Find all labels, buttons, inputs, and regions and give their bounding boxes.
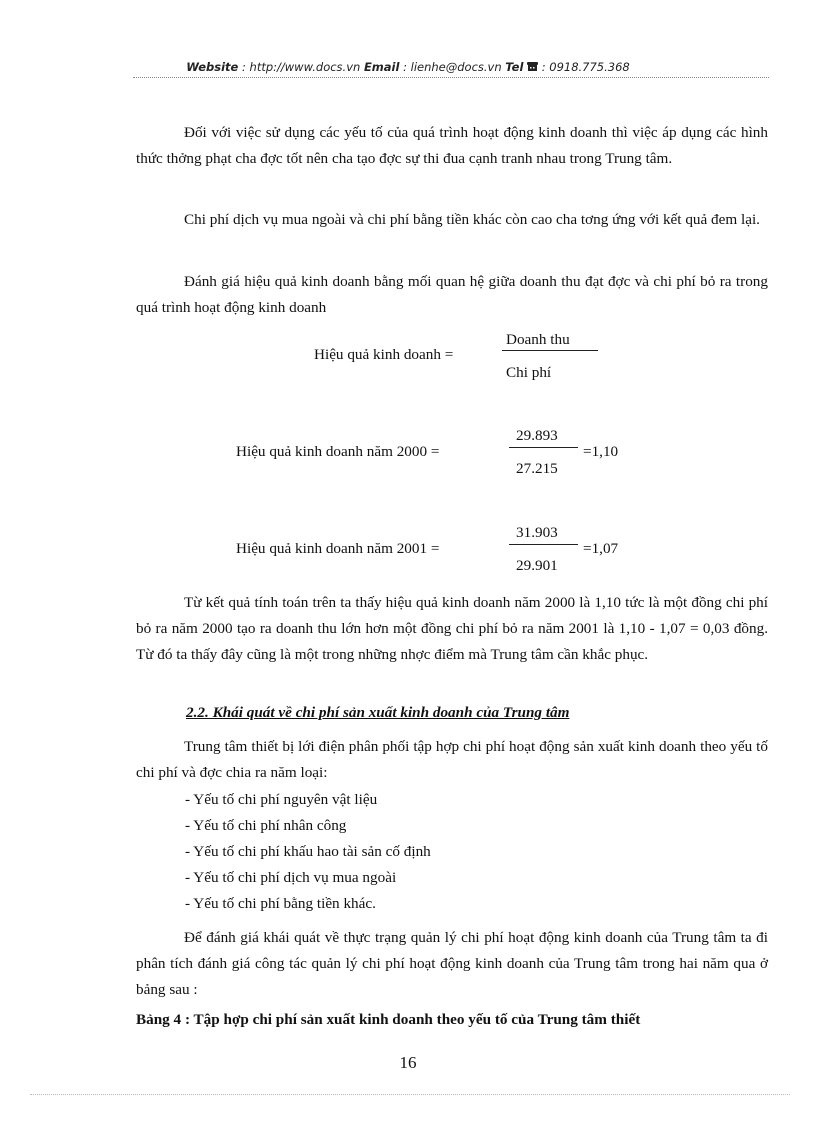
tel-label: Tel (505, 60, 524, 74)
section-heading: 2.2. Khái quát về chi phí sản xuất kinh doanh của Trung tâm (186, 704, 570, 721)
email-value: : lienhe@docs.vn (399, 60, 506, 74)
list-item: - Yếu tố chi phí nhân công (185, 817, 347, 834)
formula-numerator: Doanh thu (506, 331, 570, 348)
cost-factor-list (185, 787, 431, 917)
header-divider (133, 77, 769, 78)
page-number: 16 (399, 1053, 417, 1072)
paragraph-1: Đối với việc sử dụng các yếu tố của quá trình hoạt động kinh doanh thì việc áp dụng các hình thức thởng phạt cha đợc tốt nên cha tạo đợc sự thi đua cạnh tranh nhau trong Trung tâm. (136, 124, 768, 167)
formula-numerator: 29.893 (516, 427, 558, 444)
list-item: - Yếu tố chi phí khấu hao tài sản cố định (185, 843, 431, 860)
list-item: - Yếu tố chi phí nguyên vật liệu (185, 791, 378, 808)
list-item: - Yếu tố chi phí dịch vụ mua ngoài (185, 869, 397, 886)
formula-label: Hiệu quả kinh doanh năm 2001 = (236, 540, 440, 557)
tel-value: : 0918.775.368 (538, 60, 630, 74)
fraction-bar (502, 350, 598, 351)
paragraph-3: Đánh giá hiệu quả kinh doanh bằng mối quan hệ giữa doanh thu đạt đợc và chi phí bỏ ra trong quá trình hoạt động kinh doanh (136, 273, 768, 316)
website-label: Website (186, 60, 239, 74)
paragraph-final: Để đánh giá khái quát về thực trạng quản lý chi phí hoạt động kinh doanh của Trung tâm ta đi phân tích đánh giá công tác quản lý chi phí hoạt động kinh doanh của Trung tâm trong hai năm qua ở bảng sau : (136, 929, 768, 998)
phone-icon (527, 61, 538, 75)
formula-label: Hiệu quả kinh doanh = (314, 346, 454, 363)
page-header (0, 60, 816, 75)
paragraph-2: Chi phí dịch vụ mua ngoài và chi phí bằng tiền khác còn cao cha tơng ứng với kết quả đem lại. (184, 211, 760, 228)
email-label: Email (363, 60, 400, 74)
table-caption-label: Bảng 4 : (136, 1011, 191, 1028)
table-caption (136, 1011, 640, 1029)
fraction-bar (509, 544, 578, 545)
formula-result: =1,10 (583, 443, 619, 460)
table-caption-text: Tập hợp chi phí sản xuất kinh doanh theo yếu tố của Trung tâm thiết (190, 1011, 641, 1028)
list-item: - Yếu tố chi phí bằng tiền khác. (185, 895, 376, 912)
formula-result: =1,07 (583, 540, 619, 557)
formula-denominator: Chi phí (506, 364, 552, 381)
fraction-bar (509, 447, 578, 448)
paragraph-section: Trung tâm thiết bị lới điện phân phối tập hợp chi phí hoạt động sản xuất kinh doanh theo yếu tố chi phí và đợc chia ra năm loại: (136, 738, 768, 781)
website-value: : http://www.docs.vn (238, 60, 364, 74)
formula-numerator: 31.903 (516, 524, 558, 541)
formula-denominator: 27.215 (516, 460, 558, 477)
formula-denominator: 29.901 (516, 557, 558, 574)
paragraph-result: Từ kết quả tính toán trên ta thấy hiệu quả kinh doanh năm 2000 là 1,10 tức là một đồng chi phí bỏ ra năm 2000 tạo ra doanh thu lớn hơn một đồng chi phí bỏ ra năm 2001 là 1,10 - 1,07 = 0,03 đồng. Từ đó ta thấy đây cũng là một trong những nhợc điểm mà Trung tâm cần khắc phục. (136, 594, 768, 663)
formula-label: Hiệu quả kinh doanh năm 2000 = (236, 443, 440, 460)
footer-divider (30, 1094, 790, 1095)
